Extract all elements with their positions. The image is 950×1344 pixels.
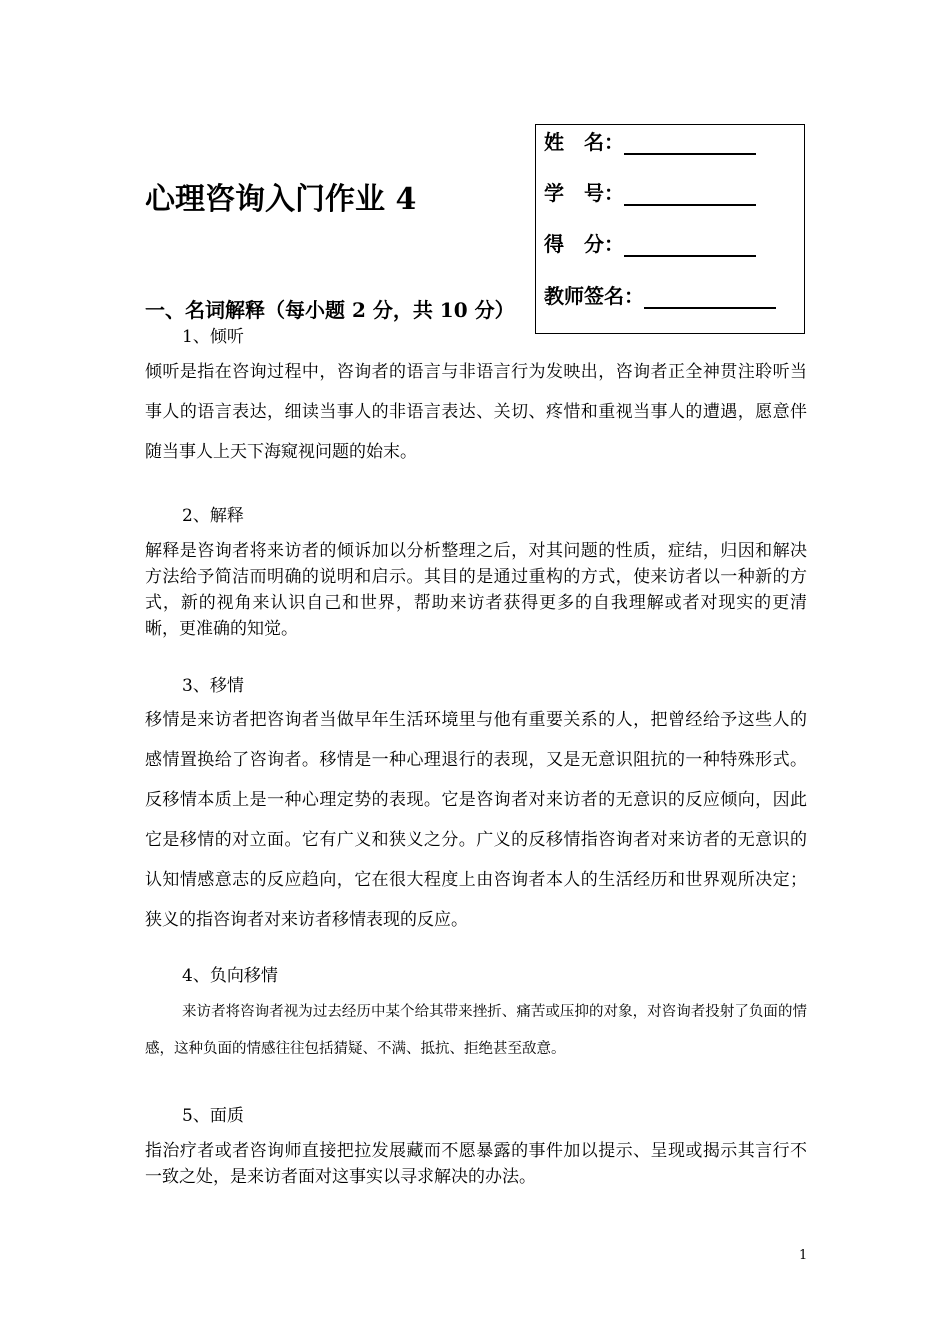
term-label-negative-transference: 4、负向移情 <box>182 966 278 986</box>
definition-negative-transference: 来访者将咨询者视为过去经历中某个给其带来挫折、痛苦或压抑的对象，对咨询者投射了负面的情感，这种负面的情感往往包括猜疑、不满、抵抗、拒绝甚至敌意。 <box>145 1004 807 1057</box>
term-label-interpretation: 2、解释 <box>182 506 244 526</box>
teacher-signature-blank[interactable] <box>644 289 776 309</box>
teacher-signature-label: 教师签名： <box>544 284 644 308</box>
term-label-transference: 3、移情 <box>182 676 244 696</box>
score-label: 得 分： <box>544 232 624 256</box>
term-label-listening: 1、倾听 <box>182 327 244 347</box>
student-id-line <box>544 180 756 206</box>
definition-listening: 倾听是指在咨询过程中，咨询者的语言与非语言行为发映出，咨询者正全神贯注聆听当事人的语言表达，细读当事人的非语言表达、关切、疼惜和重视当事人的遭遇，愿意伴随当事人上天下海窥视问题的始末。 <box>145 362 807 462</box>
student-id-blank[interactable] <box>624 186 756 206</box>
section-heading: 一、名词解释（每小题 2 分，共 10 分） <box>145 298 515 322</box>
student-id-label: 学 号： <box>544 181 624 205</box>
definition-transference: 移情是来访者把咨询者当做早年生活环境里与他有重要关系的人，把曾经给予这些人的感情置换给了咨询者。移情是一种心理退行的表现，又是无意识阻抗的一种特殊形式。反移情本质上是一种心理定势的表现。它是咨询者对来访者的无意识的反应倾向，因此它是移情的对立面。它有广义和狭义之分。广义的反移情指咨询者对来访者的无意识的认知情感意志的反应趋向，它在很大程度上由咨询者本人的生活经历和世界观所决定；狭义的指咨询者对来访者移情表现的反应。 <box>145 710 807 930</box>
teacher-signature-line <box>544 283 776 309</box>
score-line <box>544 231 756 257</box>
score-blank[interactable] <box>624 237 756 257</box>
name-label: 姓 名： <box>544 130 624 154</box>
definition-confrontation: 指治疗者或者咨询师直接把拉发展藏而不愿暴露的事件加以提示、呈现或揭示其言行不一致之处，是来访者面对这事实以寻求解决的办法。 <box>145 1141 807 1187</box>
name-blank[interactable] <box>624 135 756 155</box>
page-number: 1 <box>799 1248 808 1263</box>
definition-interpretation: 解释是咨询者将来访者的倾诉加以分析整理之后，对其问题的性质，症结，归因和解决方法给予简洁而明确的说明和启示。其目的是通过重构的方式，使来访者以一种新的方式，新的视角来认识自己和世界，帮助来访者获得更多的自我理解或者对现实的更清晰，更准确的知觉。 <box>145 541 807 639</box>
document-title: 心理咨询入门作业 4 <box>145 182 417 217</box>
term-label-confrontation: 5、面质 <box>182 1106 244 1126</box>
name-line <box>544 129 756 155</box>
student-info-box <box>535 124 805 334</box>
